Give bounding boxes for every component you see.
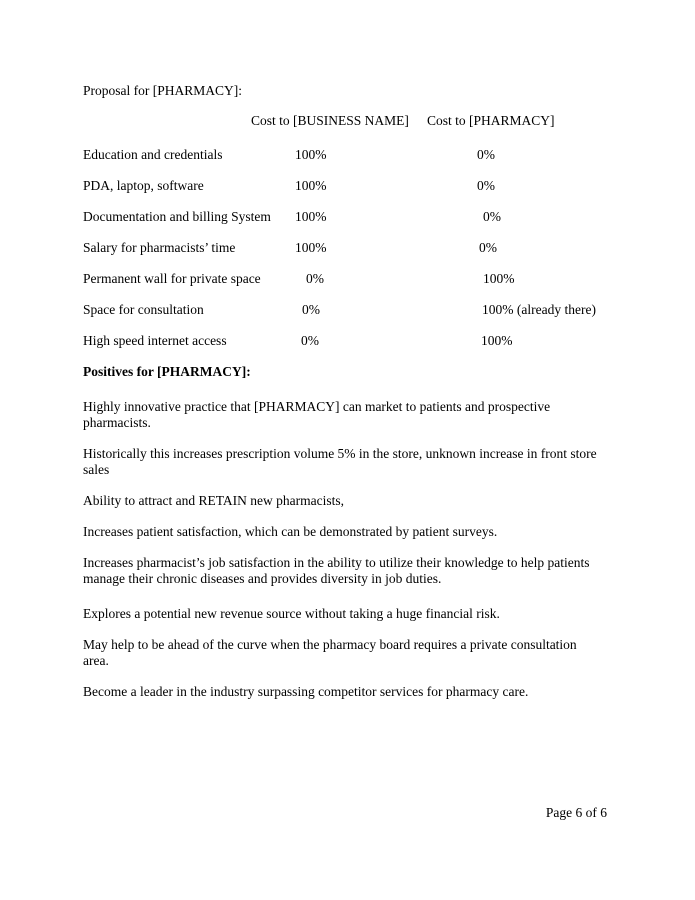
cost-table [83, 113, 607, 349]
table-row [83, 147, 607, 163]
pharmacy-cost-value: 0% [477, 147, 495, 162]
table-row [83, 333, 607, 349]
paragraph-patient-satisfaction: Increases patient satisfaction, which can be demonstrated by patient surveys. [83, 524, 498, 539]
business-cost-value: 0% [306, 271, 324, 286]
pharmacy-cost-value: 0% [477, 178, 495, 193]
row-label: Education and credentials [83, 147, 223, 162]
table-row [83, 271, 607, 287]
col-header-business-name: Cost to [BUSINESS NAME] [251, 113, 409, 128]
page-footer: Page 6 of 6 [545, 805, 607, 820]
row-label: Permanent wall for private space [83, 271, 261, 286]
paragraph-ability-attract: Ability to attract and RETAIN new pharmacists, [83, 493, 344, 508]
proposal-title: Proposal for [PHARMACY]: [83, 83, 243, 98]
business-cost-value: 0% [302, 302, 320, 317]
paragraph-revenue-source: Explores a potential new revenue source without taking a huge financial risk. [83, 606, 500, 621]
row-label: Space for consultation [83, 302, 204, 317]
paragraph-historically-increases: Historically this increases prescription volume 5% in the store, unknown increase in front store sales [83, 446, 597, 477]
pharmacy-cost-value: 0% [479, 240, 497, 255]
row-label: Documentation and billing System [83, 209, 271, 224]
pharmacy-cost-value: 100% (already there) [482, 302, 596, 317]
table-row [83, 178, 607, 194]
paragraph-industry-leader: Become a leader in the industry surpassing competitor services for pharmacy care. [83, 684, 529, 699]
row-label: PDA, laptop, software [83, 178, 204, 193]
paragraph-job-satisfaction: Increases pharmacist’s job satisfaction in the ability to utilize their knowledge to help patients manage their chronic diseases and provides diversity in job duties. [83, 555, 590, 586]
business-cost-value: 100% [295, 209, 327, 224]
business-cost-value: 100% [295, 178, 327, 193]
table-row [83, 240, 607, 256]
col-header-pharmacy: Cost to [PHARMACY] [427, 113, 555, 128]
pharmacy-cost-value: 100% [481, 333, 513, 348]
row-label: Salary for pharmacists’ time [83, 240, 236, 255]
pharmacy-cost-value: 100% [483, 271, 515, 286]
paragraph-ahead-of-curve: May help to be ahead of the curve when the pharmacy board requires a private consultation area. [83, 637, 577, 668]
positives-heading: Positives for [PHARMACY]: [83, 364, 251, 379]
business-cost-value: 0% [301, 333, 319, 348]
paragraph-highly-innovative: Highly innovative practice that [PHARMACY] can market to patients and prospective pharmacists. [83, 399, 551, 430]
row-label: High speed internet access [83, 333, 227, 348]
business-cost-value: 100% [295, 240, 327, 255]
table-header-row [83, 113, 607, 129]
business-cost-value: 100% [295, 147, 327, 162]
table-row [83, 302, 607, 318]
pharmacy-cost-value: 0% [483, 209, 501, 224]
table-row [83, 209, 607, 225]
